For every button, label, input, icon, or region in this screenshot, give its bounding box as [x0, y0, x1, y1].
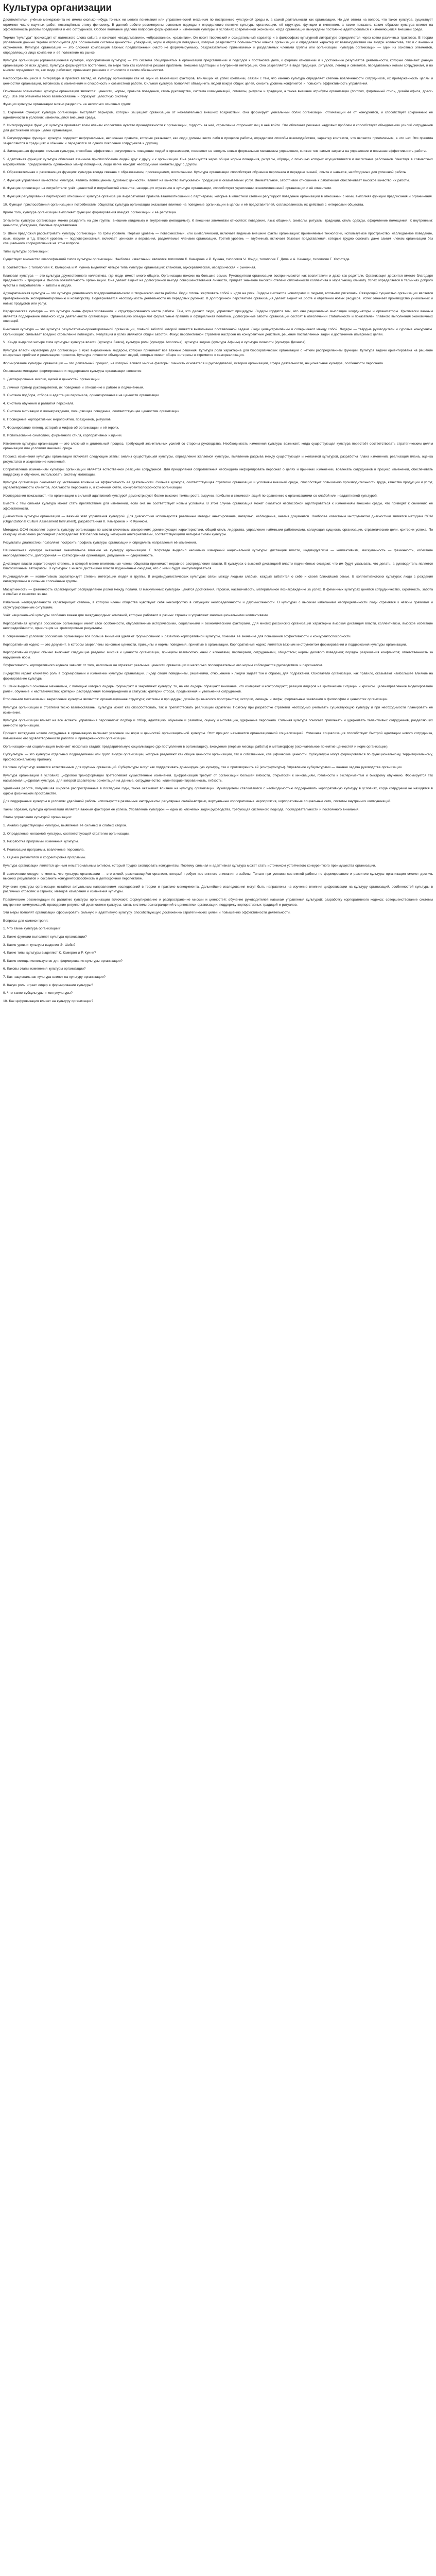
paragraph: 5. Какие методы используются для формирования культуры организации? [3, 959, 123, 963]
paragraph: 4. Система обучения и развития персонала. [3, 401, 75, 405]
paragraph: Процесс вхождения нового сотрудника в организацию включает усвоение им норм и ценностей организационной культуры. Этот процесс называется организационной социализацией. Успешная социализация способствует быстрой адаптации нового сотрудника, повышению его удовлетворённости работой и приверженности организации. [3, 732, 433, 740]
paragraph: Культура организации оказывает существенное влияние на эффективность её деятельности. Сильная культура, соответствующая стратегии организации и условиям внешней среды, способствует повышению производительности труда, качества продукции и услуг, удовлетворённости клиентов, лояльности персонала и, в конечном счёте, конкурентоспособности организации. [3, 481, 433, 489]
paragraph: Результаты диагностики позволяют построить профиль культуры организации и определить направления её изменения. [3, 540, 197, 545]
paragraph: Диагностика культуры организации — важный этап управления культурой. Для диагностики используются различные методы: анкетирование, интервью, наблюдение, анализ документов. Наиболее известным инструментом диагностики является методика OCAI (Organizational Culture Assessment Instrument), разработанная К. Камероном и Р. Куинном. [3, 515, 433, 523]
paragraph: 7. Функция управления качеством: культура, являясь воплощением духовных ценностей, влияет на качество выпускаемой продукции и оказываемых услуг. Внимательное, заботливое отношение к работникам обеспечивает высокое качество их работы. [3, 178, 410, 182]
paragraph: 3. Разработка программы изменения культуры. [3, 840, 79, 844]
paragraph: Десятилетиями, учёные менеджмента не имели сколько-нибудь точных ни целого понимания или управленческий механизм по построению культурной среды и, а самой деятельности как организации. Но для ответа на вопрос, что такое культура, существует огромное число научных работ, посвящённых этому феномену. В данной работе рассмотрены основные подходы к определению понятия культуры организации, её структура, функции и типология, а также показано, каким образом культура влияет на эффективность работы предприятия и его сотрудников. Особое внимание уделено вопросам формирования и изменения культуры в условиях современной экономики, когда организации вынуждены постоянно адаптироваться к изменяющейся внешней среде. [3, 18, 433, 32]
paragraph: Культура организации в условиях цифровой трансформации претерпевает существенные изменения. Цифровизация требует от организаций большей гибкости, открытости к инновациям, готовности к экспериментам и быстрому обучению. Формируется так называемая цифровая культура, для которой характерны ориентация на данные, сотрудничество, клиентоориентированность, гибкость. [3, 773, 433, 783]
paragraph: 4. Какие типы культуры выделяют К. Камерон и Р. Куинн? [3, 951, 96, 955]
paragraph: 10. Как цифровизация влияет на культуру организации? [3, 999, 94, 1003]
paragraph: 7. Формирование легенд, историй и мифов об организации и её героях. [3, 426, 119, 430]
paragraph: 5. Оценка результатов и корректировка программы. [3, 856, 86, 860]
paragraph: Корпоративный кодекс — это документ, в котором закреплены основные ценности, принципы и нормы поведения, принятые в организации. Корпоративный кодекс является важным инструментом формирования и поддержания культуры организации. [3, 642, 407, 647]
paragraph: Субкультуры — это культуры отдельных подразделений или групп внутри организации, которые разделяют как общие ценности организации, так и собственные, специфические ценности. Субкультуры могут формироваться по функциональному, территориальному, профессиональному признаку. [3, 753, 433, 761]
paragraph: 1. Декларирование миссии, целей и ценностей организации. [3, 378, 101, 382]
paragraph: Типы культуры организации: [3, 249, 49, 253]
paragraph: Термин "культура" происходит от латинского слова cultura и означает «возделывание», «образование», «развитие». Он носит творческий и созидательный характер и в философско-культурной литературе определяется через сотни различных трактовок. В теории управления данный термин используется для обозначения системы ценностей, убеждений, норм и образцов поведения, которые разделяются большинством членов организации и определяют характер их взаимодействия как внутри коллектива, так и с внешним окружением. Культура организации — это сложная композиция важных предположений (часто не формулируемых), бездоказательно принимаемых и разделяемых членами группы или организации. Культура организации — один из основных элементов, определяющих лицо компании и её положение на рынке. [3, 36, 433, 55]
paragraph: Культура организации и стратегия тесно взаимосвязаны. Культура может как способствовать, так и препятствовать реализации стратегии. Поэтому при разработке стратегии необходимо учитывать существующую культуру и при необходимости планировать её изменение. [3, 705, 433, 715]
paragraph: Существует множество классификаций типов культуры организации. Наиболее известными являются типология К. Камерона и Р. Куинна, типология Ч. Хэнди, типология Т. Дила и А. Кеннеди, типология Г. Хофстеде. [3, 258, 351, 262]
paragraph: Сопротивление изменениям культуры организации является естественной реакцией сотрудников. Для преодоления сопротивления необходимо информировать персонал о целях и причинах изменений, вовлекать сотрудников в процесс изменений, обеспечивать поддержку и обучение, использовать систему мотивации. [3, 468, 433, 477]
paragraph: Учёт национальной культуры особенно важен для международных компаний, которые работают в разных странах и управляют многонациональными коллективами. [3, 614, 269, 618]
paragraph: Культура организации (организационная культура, корпоративная культура) — это система общепринятых в организации представлений и подходов к постановке дела, к формам отношений и к достижению результатов деятельности, которые отличают данную организацию от всех других. Культура формируется постепенно, по мере того как коллектив решает проблемы внешней адаптации и внутренней интеграции. Она закрепляется в виде традиций, ритуалов, легенд и символов, передаваемых новым сотрудникам, и во многом определяет то, как люди работают, принимают решения и относятся к своим обязанностям. [3, 59, 433, 73]
paragraph: Индивидуализм — коллективизм характеризует степень интеграции людей в группы. В индивидуалистических культурах связи между людьми слабые, каждый заботится о себе и своей ближайшей семье. В коллективистских культурах люди с рождения интегрированы в сильные сплочённые группы. [3, 574, 433, 584]
paragraph: Лидерство играет ключевую роль в формировании и изменении культуры организации. Лидер своим поведением, решениями, отношением к людям задаёт тон и образец для подражания. Основатели организаций, как правило, оказывают наибольшее влияние на формирование культуры. [3, 672, 433, 681]
paragraph: В современных условиях российские организации всё больше внимания уделяют формированию и развитию корпоративной культуры, понимая её значение для повышения эффективности и конкурентоспособности. [3, 635, 352, 639]
paragraph: Вместе с тем сильная культура может стать препятствием для изменений, если она не соответствует новым условиям. В этом случае организация может оказаться неспособной адаптироваться к изменениям внешней среды, что приведёт к снижению её эффективности. [3, 502, 433, 511]
paragraph: Практические рекомендации по развитию культуры организации включают: формулирование и распространение миссии и ценностей; обучение руководителей навыкам управления культурой; разработку корпоративного кодекса; совершенствование системы внутренних коммуникаций; проведение регулярной диагностики культуры; связь системы вознаграждений с ценностями организации; поддержку корпоративных традиций и ритуалов. [3, 898, 433, 907]
paragraph: Элементы культуры организации можно разделить на две группы: внешние (видимые) и внутренние (невидимые). К внешним элементам относятся: поведение, язык общения, символы, ритуалы, традиции, стиль одежды, оформление помещений. К внутренним: ценности, убеждения, базовые представления. [3, 218, 433, 228]
paragraph: 2. Интегрирующая функция: культура прививает всем членам коллектива чувство принадлежности к организации, гордость за неё, стремление сторонних лиц в неё войти. Это облегчает решение кадровых проблем и способствует объединению усилий сотрудников для достижения общих целей организации. [3, 124, 433, 132]
paragraph: Вторичными механизмами закрепления культуры являются: организационная структура; системы и процедуры; дизайн физического пространства; истории, легенды и мифы; формальные заявления о философии и ценностях организации. [3, 698, 389, 702]
paragraph: 1. Что такое культура организации? [3, 927, 61, 931]
paragraph: Таким образом, культура организации является важным фактором её успеха. Управление культурой — одна из ключевых задач руководства, требующая системного подхода, последовательности и постоянного внимания. [3, 807, 360, 811]
paragraph: 1. Анализ существующей культуры, выявление её сильных и слабых сторон. [3, 824, 127, 828]
paragraph: Рыночная культура — это культура результативно-ориентированной организации, главной заботой которой является выполнение поставленной задачи. Люди целеустремлённы и соперничают между собой. Лидеры — твёрдые руководители и суровые конкуренты. Организацию связывает воедино стремление побеждать. Репутация и успех являются общей заботой. Фокус перспективной стратегии настроен на конкурентные действия, решение поставленных задач и достижение измеримых целей. [3, 327, 433, 336]
paragraph: 5. Адаптивная функция: культура облегчает взаимное приспособление людей друг к другу и к организации. Она реализуется через общие нормы поведения, ритуалы, обряды, с помощью которых осуществляется и воспитание работников. Участвуя в совместных мероприятиях, придерживаясь одинаковых манер поведения, люди легче находят необходимые контакты друг с другом. [3, 158, 433, 166]
paragraph: Культура организации влияет на все аспекты управления персоналом: подбор и отбор, адаптацию, обучение и развитие, оценку и мотивацию, удержание персонала. Сильная культура помогает привлекать и удерживать талантливых сотрудников, разделяющих ценности организации. [3, 719, 433, 727]
paragraph: 1. Охранная функция: культура организации выступает барьером, который защищает организацию от нежелательных внешних воздействий. Она формирует уникальный облик организации, отличающий её от конкурентов, и способствует сохранению её идентичности в условиях изменяющейся внешней среды. [3, 110, 433, 120]
paragraph: Для поддержания культуры в условиях удалённой работы используются различные инструменты: регулярные онлайн-встречи, виртуальные корпоративные мероприятия, корпоративные социальные сети, системы внутренних коммуникаций. [3, 800, 391, 804]
paragraph: Кроме того, культура организации выполняет функцию формирования имиджа организации и её репутации. [3, 211, 178, 215]
paragraph: Эти меры позволят организации сформировать сильную и адаптивную культуру, способствующую достижению стратегических целей и повышению эффективности деятельности. [3, 911, 291, 915]
paragraph: Наличие субкультур является естественным для крупных организаций. Субкультуры могут как поддерживать доминирующую культуру, так и противоречить ей (контркультуры). Управление субкультурами — важная задача руководства организации. [3, 766, 403, 770]
paragraph: 7. Как национальная культура влияет на культуру организации? [3, 975, 106, 979]
paragraph: Национальная культура оказывает значительное влияние на культуру организации. Г. Хофстеде выделил несколько измерений национальной культуры: дистанция власти, индивидуализм — коллективизм, маскулинность — феминность, избегание неопределённости, долгосрочная — краткосрочная ориентация, допущение — сдержанность. [3, 549, 433, 557]
paragraph: 2. Личный пример руководителей, их поведение и отношение к работе и подчинённым. [3, 385, 144, 389]
paragraph: Избегание неопределённости характеризует степень, в которой члены общества чувствуют себя некомфортно в ситуациях неопределённости и двусмысленности. В культурах с высоким избеганием неопределённости люди стремятся к чётким правилам и структурированным ситуациям. [3, 601, 433, 609]
paragraph: В соответствии с типологией К. Камерона и Р. Куинна выделяют четыре типа культуры организации: клановая, адхократическая, иерархическая и рыночная. [3, 265, 256, 269]
paragraph: 10. Функция приспособления организации к потребностям общества: культура организации оказывает влияние на поведение организации в целом и её представителей, согласованность их действий с интересами общества. [3, 202, 364, 207]
paragraph: Э. Шейн предложил рассматривать культуру организации по трём уровням. Первый уровень — поверхностный, или символический, включает видимые внешние факты организации: применяемые технологии, используемое пространство, наблюдаемое поведение, язык, лозунги и т.д. Второй уровень — подповерхностный, включает ценности и верования, разделяемые членами организации. Третий уровень — глубинный, включает базовые представления, которые трудно осознать даже самим членам организации без специального сосредоточения на этом вопросе. [3, 232, 433, 246]
paragraph: 2. Определение желаемой культуры, соответствующей стратегии организации. [3, 832, 130, 836]
paragraph: 3. Система подбора, отбора и адаптации персонала, ориентированная на ценности организации. [3, 394, 160, 398]
paragraph: Адхократическая культура — это культура динамичного предпринимательского и творческого места работы. Люди готовы жертвовать собой и идти на риск. Лидеры считаются новаторами и людьми, готовыми рисковать. Связующей сущностью организации является приверженность экспериментированию и новаторству. Подчёркивается необходимость деятельности на передовых рубежах. В долгосрочной перспективе организация делает акцент на росте и обретении новых ресурсов. Успех означает производство уникальных и новых продуктов или услуг. [3, 292, 433, 306]
paragraph: Процесс изменения культуры организации включает следующие этапы: анализ существующей культуры, определение желаемой культуры, выявление разрыва между существующей и желаемой культурой, разработка плана изменений, реализация плана, оценка результатов и закрепление изменений. [3, 455, 433, 464]
paragraph: 6. Каковы этапы изменения культуры организации? [3, 967, 86, 971]
paragraph: 8. Функция ориентации на потребителя: учёт ценностей и потребностей клиентов, находящих отражение в культуре организации, способствует укреплению взаимоотношений организации с её клиентами. [3, 187, 332, 191]
paragraph: 9. Что такое субкультуры и контркультуры? [3, 991, 73, 995]
paragraph: 5. Система мотивации и вознаграждения, поощряющая поведение, соответствующее ценностям организации. [3, 410, 181, 414]
paragraph: Иерархическая культура — это культура очень формализованного и структурированного места работы. Тем, что делают люди, управляют процедуры. Лидеры гордятся тем, что они рационально мыслящие координаторы и организаторы. Критически важным является поддержание плавного хода деятельности организации. Организацию объединяют формальные правила и официальная политика. Долгосрочные заботы организации состоят в обеспечении стабильности и показателей плавного выполнения экономичных операций. [3, 310, 433, 324]
paragraph: Клановая культура — это культура дружественного коллектива, где люди имеют много общего. Организации похожи на большие семьи. Руководители организации воспринимаются как воспитатели и даже как родители. Организация держится вместе благодаря преданности и традициям. Высока обязательность организации. Она делает акцент на долгосрочной выгоде совершенствования личности, придаёт значение высокой степени сплочённости коллектива и моральному климату. Успех определяется в терминах доброго чувства к потребителям и заботы о людях. [3, 274, 433, 287]
paragraph: Э. Шейн выделил основные механизмы, с помощью которых лидеры формируют и закрепляют культуру: то, на что лидеры обращают внимание, что измеряют и контролируют; реакция лидеров на критические ситуации и кризисы; целенаправленное моделирование ролей, обучение и наставничество; критерии распределения вознаграждений и статусов; критерии отбора, продвижения и увольнения сотрудников. [3, 685, 433, 693]
paragraph: Корпоративный кодекс обычно включает следующие разделы: миссия и ценности организации, принципы взаимоотношений с клиентами, партнёрами, сотрудниками, обществом; нормы делового поведения; порядок разрешения конфликтов; ответственность за нарушение норм. [3, 651, 433, 659]
paragraph: Корпоративная культура российских организаций имеет свои особенности, обусловленные историческими, социальными и экономическими факторами. Для многих российских организаций характерны высокая дистанция власти, коллективизм, высокое избегание неопределённости, ориентация на краткосрочные результаты. [3, 621, 433, 631]
paragraph: 6. Проведение корпоративных мероприятий, праздников, ритуалов. [3, 418, 112, 422]
paragraph: Распространяющийся в литературе и практике взгляд на культуру организации как на один из важнейших факторов, влияющих на успех компании, связан с тем, что именно культура определяет степень вовлечённости сотрудников, их приверженность целям и ценностям организации, готовность к изменениям и способность к совместной работе. Сильная культура позволяет объединить людей вокруг общих целей, снизить уровень конфликтов и повысить эффективность управления. [3, 76, 433, 86]
paragraph: Организационная социализация включает несколько стадий: предварительную социализацию (до поступления в организацию), вхождение (первые месяцы работы) и метаморфозу (окончательное принятие ценностей и норм организации). [3, 744, 389, 749]
paragraph: Дистанция власти характеризует степень, в которой менее влиятельные члены общества принимают неравное распределение власти. В культурах с высокой дистанцией власти подчинённые ожидают, что им будут указывать, что делать, а руководитель является благосклонным автократом. В культурах с низкой дистанцией власти подчинённые ожидают, что с ними будут консультироваться. [3, 562, 433, 571]
paragraph: Маскулинность — феминность характеризует распределение ролей между полами. В маскулинных культурах ценятся достижения, героизм, настойчивость, материальное вознаграждение за успех. В феминных культурах ценятся сотрудничество, скромность, забота о слабых и качество жизни. [3, 587, 433, 597]
paragraph: 8. Использование символики, фирменного стиля, корпоративных изданий. [3, 434, 123, 438]
paragraph: 2. Какие функции выполняет культура организации? [3, 935, 87, 939]
paragraph: Исследования показывают, что организации с сильной адаптивной культурой демонстрируют более высокие темпы роста выручки, прибыли и стоимости акций по сравнению с организациями со слабой или неадаптивной культурой. [3, 494, 378, 498]
paragraph: Изменение культуры организации — это сложный и длительный процесс, требующий значительных усилий со стороны руководства. Необходимость изменения культуры возникает, когда существующая культура перестаёт соответствовать стратегическим целям организации или условиям внешней среды. [3, 442, 433, 451]
paragraph: Удалённая работа, получившая широкое распространение в последние годы, также оказывает влияние на культуру организации. Руководители сталкиваются с необходимостью поддерживать корпоративную культуру в условиях, когда сотрудники не находятся в одном физическом пространстве. [3, 787, 433, 795]
paragraph: В заключение следует отметить, что культура организации — это живой, развивающийся организм, который требует постоянного внимания и заботы. Только при условии системной работы по формированию и развитию культуры организация сможет достичь высоких результатов и сохранить конкурентоспособность в долгосрочной перспективе. [3, 872, 433, 881]
paragraph: Изучение культуры организации остаётся актуальным направлением исследований в теории и практике менеджмента. Дальнейшие исследования могут быть направлены на изучение влияния цифровизации на культуру организаций, особенностей культуры в различных отраслях и странах, методов измерения и изменения культуры. [3, 885, 433, 894]
paragraph: Формирование культуры организации — это длительный процесс, на который влияют многие факторы: личность основателя и руководителей, история организации, сфера деятельности, национальная культура, особенности персонала. [3, 361, 384, 365]
paragraph: 8. Какую роль играет лидер в формировании культуры? [3, 983, 93, 987]
paragraph: Основными методами формирования и поддержания культуры организации являются: [3, 369, 143, 374]
paragraph: Этапы управления культурой организации: [3, 816, 72, 820]
paragraph: Ч. Хэнди выделил четыре типа культуры: культура власти (культура Зевса), культура роли (культура Аполлона), культура задачи (культура Афины) и культура личности (культура Диониса). [3, 341, 307, 345]
paragraph: Культура организации является ценным нематериальным активом, который трудно скопировать конкурентам. Поэтому сильная и адаптивная культура может стать источником устойчивого конкурентного преимущества организации. [3, 864, 376, 868]
paragraph: 3. Какие уровни культуры выделил Э. Шейн? [3, 943, 76, 947]
paragraph: 4. Замещающая функция: сильная культура, способная эффективно регулировать поведение людей в организации, позволяет не вводить новые формальные механизмы управления, снижая тем самым затраты на управление и повышая эффективность работы. [3, 149, 427, 154]
page-title: Культура организации [3, 3, 112, 13]
paragraph: 4. Реализация программы, вовлечение персонала. [3, 848, 85, 852]
paragraph: Вопросы для самоконтроля: [3, 919, 48, 923]
paragraph: 3. Регулирующая функция: культура содержит неформальные, неписаные правила, которые указывают, как люди должны вести себя в процессе работы, определяют способы взаимодействия, характер контактов, что является приемлемым, а что нет. Эти правила закрепляются в традициях и обычаях и передаются от одного поколения сотрудников к другому. [3, 137, 433, 145]
article-body [3, 18, 433, 1004]
paragraph: Методика OCAI позволяет оценить культуру организации по шести ключевым измерениям: доминирующие характеристики, общий стиль лидерства, управление наёмными работниками, связующая сущность организации, стратегические цели, критерии успеха. По каждому измерению респондент распределяет 100 баллов между четырьмя альтернативами, соответствующими четырём типам культуры. [3, 528, 433, 537]
paragraph: Функции культуры организации можно разделить на несколько основных групп: [3, 103, 131, 107]
paragraph: Эффективность корпоративного кодекса зависит от того, насколько он отражает реальные ценности организации и насколько последовательно его нормы соблюдаются руководством и персоналом. [3, 664, 323, 668]
paragraph: 6. Образовательная и развивающая функция: культура всегда связана с образованием, просвещением, воспитанием. Культура организации способствует обучению персонала и передаче знаний, опыта и навыков, необходимых для успешной работы. [3, 171, 408, 175]
paragraph: Культура власти характерна для организаций с ярко выраженным лидером, который принимает все важные решения. Культура роли характерна для бюрократических организаций с чётким распределением функций. Культура задачи ориентирована на решение конкретных проблем и реализацию проектов. Культура личности объединяет людей, которые имеют общие интересы и стремятся к самореализации. [3, 348, 433, 358]
paragraph: 9. Функция регулирования партнёрских отношений: культура организации вырабатывает правила взаимоотношений с партнёрами, которые в известной степени регулируют поведение организации в отношении с ними, выполняя функции предписания и ограничения. [3, 195, 433, 199]
paragraph: Основными элементами культуры организации являются: ценности, нормы, правила поведения, стиль руководства, система коммуникаций, символы, ритуалы и традиции, а также внешние атрибуты организации (логотип, фирменный стиль, дизайн офиса, дресс-код). Все эти элементы тесно взаимосвязаны и образуют целостную систему. [3, 90, 433, 98]
